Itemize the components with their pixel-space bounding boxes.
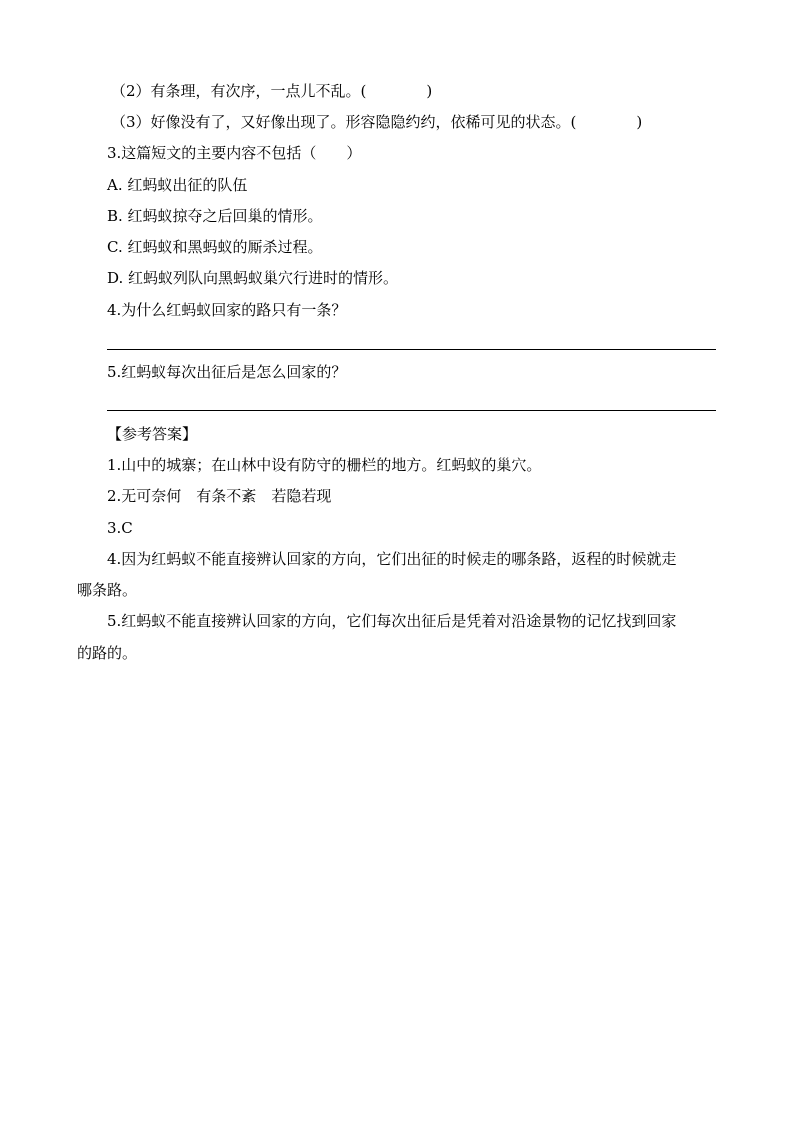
answer-1: 1.山中的城寨；在山林中设有防守的栅栏的地方。红蚂蚁的巢穴。: [107, 456, 542, 474]
answer-2: 2.无可奈何 有条不紊 若隐若现: [107, 487, 332, 505]
q4-stem: 4.为什么红蚂蚁回家的路只有一条？: [107, 301, 347, 319]
q3-option-c: C. 红蚂蚁和黑蚂蚁的厮杀过程。: [107, 238, 323, 256]
q3-option-a: A. 红蚂蚁出征的队伍: [107, 176, 248, 194]
q2-sub2: （2）有条理，有次序，一点儿不乱。( ): [111, 82, 433, 100]
q4-answer-line: [107, 349, 716, 350]
answer-5-line-2: 的路的。: [77, 644, 138, 662]
answer-3: 3.C: [107, 519, 133, 537]
q3-stem: 3.这篇短文的主要内容不包括（ ）: [107, 144, 362, 162]
answers-heading: 【参考答案】: [107, 425, 198, 443]
q5-answer-line: [107, 410, 716, 411]
q3-option-b: B. 红蚂蚁掠夺之后回巢的情形。: [107, 207, 323, 225]
q2-sub3: （3）好像没有了，又好像出现了。形容隐隐约约，依稀可见的状态。( ): [111, 113, 643, 131]
answer-5-line-1: 5.红蚂蚁不能直接辨认回家的方向，它们每次出征后是凭着对沿途景物的记忆找到回家: [107, 612, 677, 630]
q5-stem: 5.红蚂蚁每次出征后是怎么回家的？: [107, 363, 347, 381]
answer-4-line-1: 4.因为红蚂蚁不能直接辨认回家的方向，它们出征的时候走的哪条路，返程的时候就走: [107, 550, 677, 568]
q3-option-d: D. 红蚂蚁列队向黑蚂蚁巢穴行进时的情形。: [107, 269, 399, 287]
answer-4-line-2: 哪条路。: [77, 581, 138, 599]
